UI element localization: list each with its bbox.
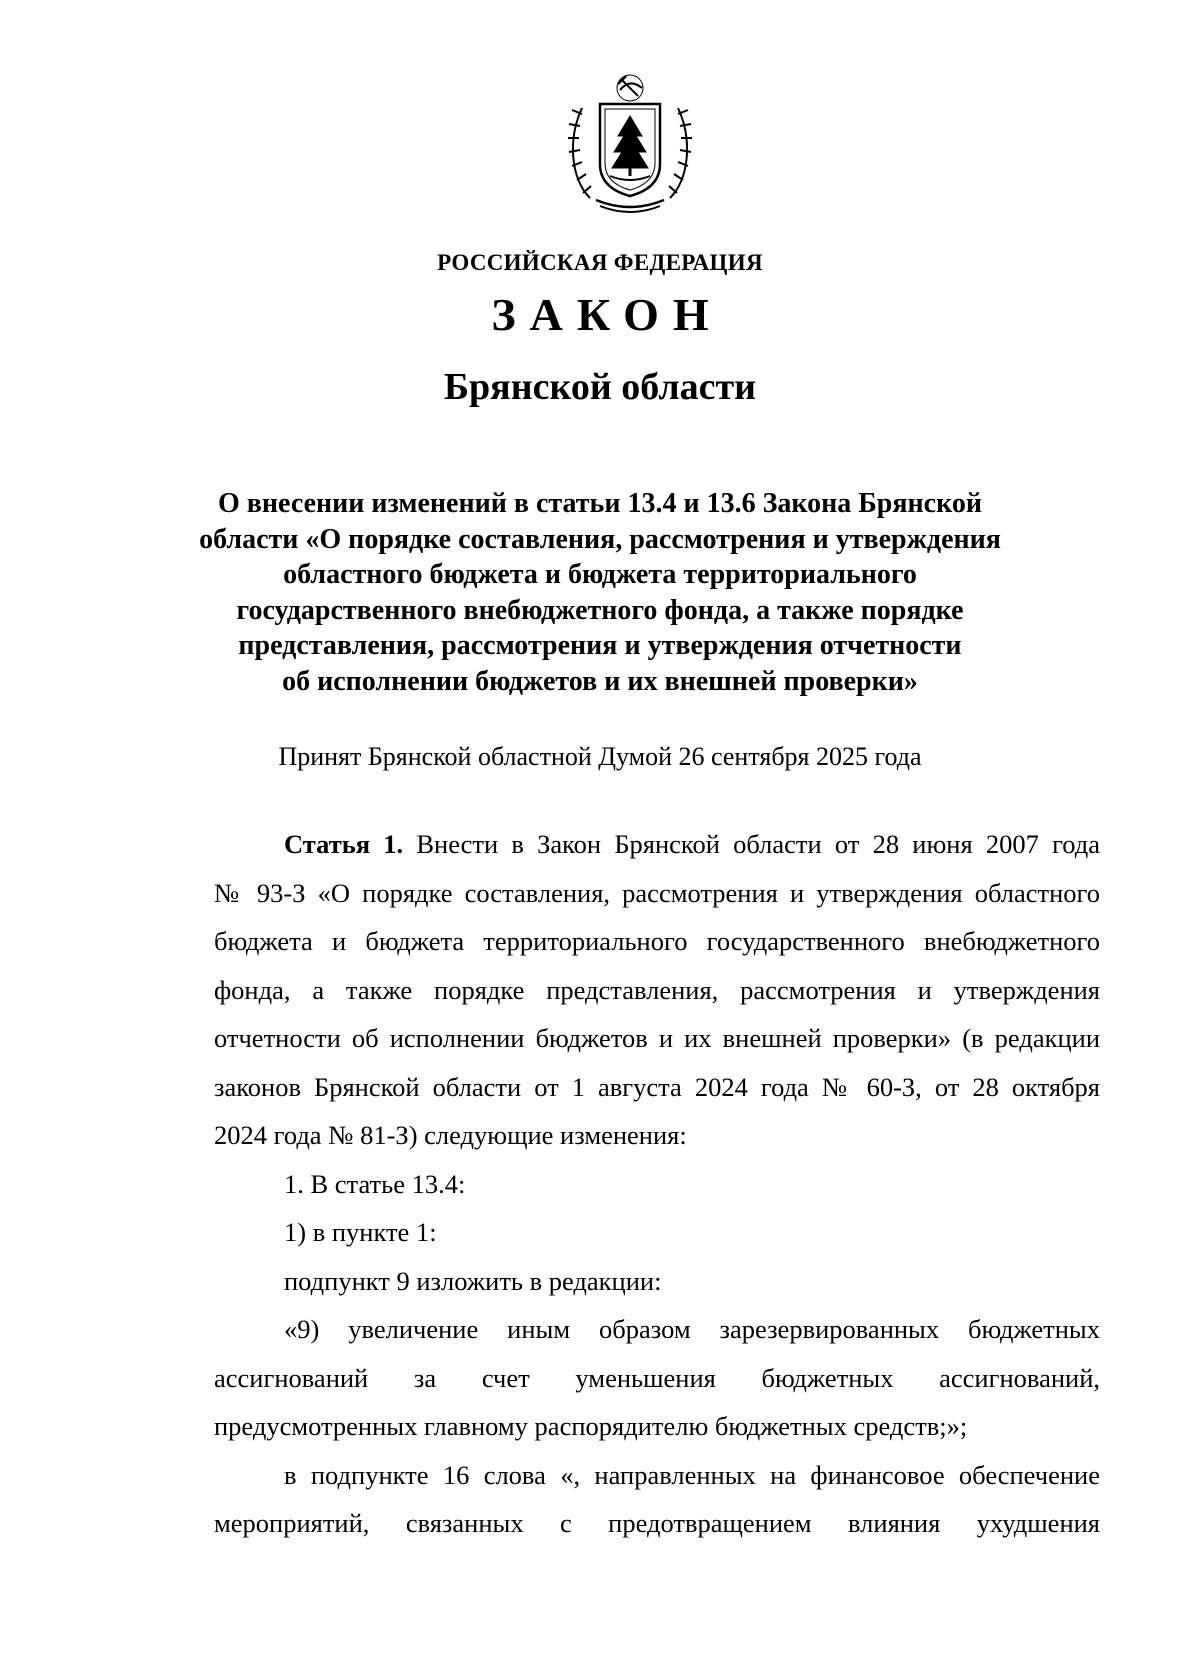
document-type: ЗАКОН (491, 289, 723, 340)
item-line: подпункт 9 изложить в редакции: (284, 1265, 662, 1296)
body-line: № 93-З «О порядке составления, рассмотрения и утверждения областного (214, 877, 1100, 908)
body-line: мероприятий, связанных с предотвращением влияния ухудшения (214, 1508, 1100, 1538)
law-title-line: представления, рассмотрения и утверждения отчетности (238, 630, 962, 661)
item-line: 1) в пункте 1: (284, 1217, 437, 1247)
article-1-label: Статья 1. (284, 829, 404, 859)
law-title-line: об исполнении бюджетов и их внешней проверки» (282, 665, 918, 697)
body-line: законов Брянской области от 1 августа 2024 года № 60-З, от 28 октября (214, 1071, 1100, 1102)
law-title-line: областного бюджета и бюджета территориального (283, 559, 917, 590)
law-body (214, 820, 1100, 1548)
body-line: в подпункте 16 слова «, направленных на финансовое обеспечение (284, 1459, 1100, 1490)
body-line: «9) увеличение иным образом зарезервированных бюджетных (284, 1314, 1100, 1344)
region-name: Брянской области (443, 366, 757, 408)
body-line: бюджета и бюджета территориального государственного внебюджетного (214, 926, 1100, 956)
body-line: предусмотренных главному распорядителю бюджетных средств;»; (214, 1411, 968, 1441)
country-name: РОССИЙСКАЯ ФЕДЕРАЦИЯ (437, 250, 763, 275)
law-title-line: области «О порядке составления, рассмотрения и утверждения (199, 523, 1001, 555)
item-line: 1. В статье 13.4: (284, 1168, 466, 1199)
law-title-line: О внесении изменений в статьи 13.4 и 13.6 Закона Брянской (218, 488, 982, 519)
adoption-note: Принят Брянской областной Думой 26 сентября 2025 года (278, 742, 922, 771)
body-line: отчетности об исполнении бюджетов и их внешней проверки» (в редакции (214, 1023, 1100, 1053)
coat-of-arms-icon (560, 68, 700, 218)
law-title-line: государственного внебюджетного фонда, а также порядке (236, 594, 964, 626)
article-1-text: Внести в Закон Брянской области от 28 июня 2007 года (416, 829, 1100, 859)
body-line: 2024 года № 81-З) следующие изменения: (214, 1120, 687, 1150)
law-title (150, 486, 1050, 699)
body-line: ассигнований за счет уменьшения бюджетных ассигнований, (214, 1362, 1100, 1393)
body-line: фонда, а также порядке представления, рассмотрения и утверждения (214, 974, 1100, 1005)
article-1-first-line (214, 820, 1100, 869)
